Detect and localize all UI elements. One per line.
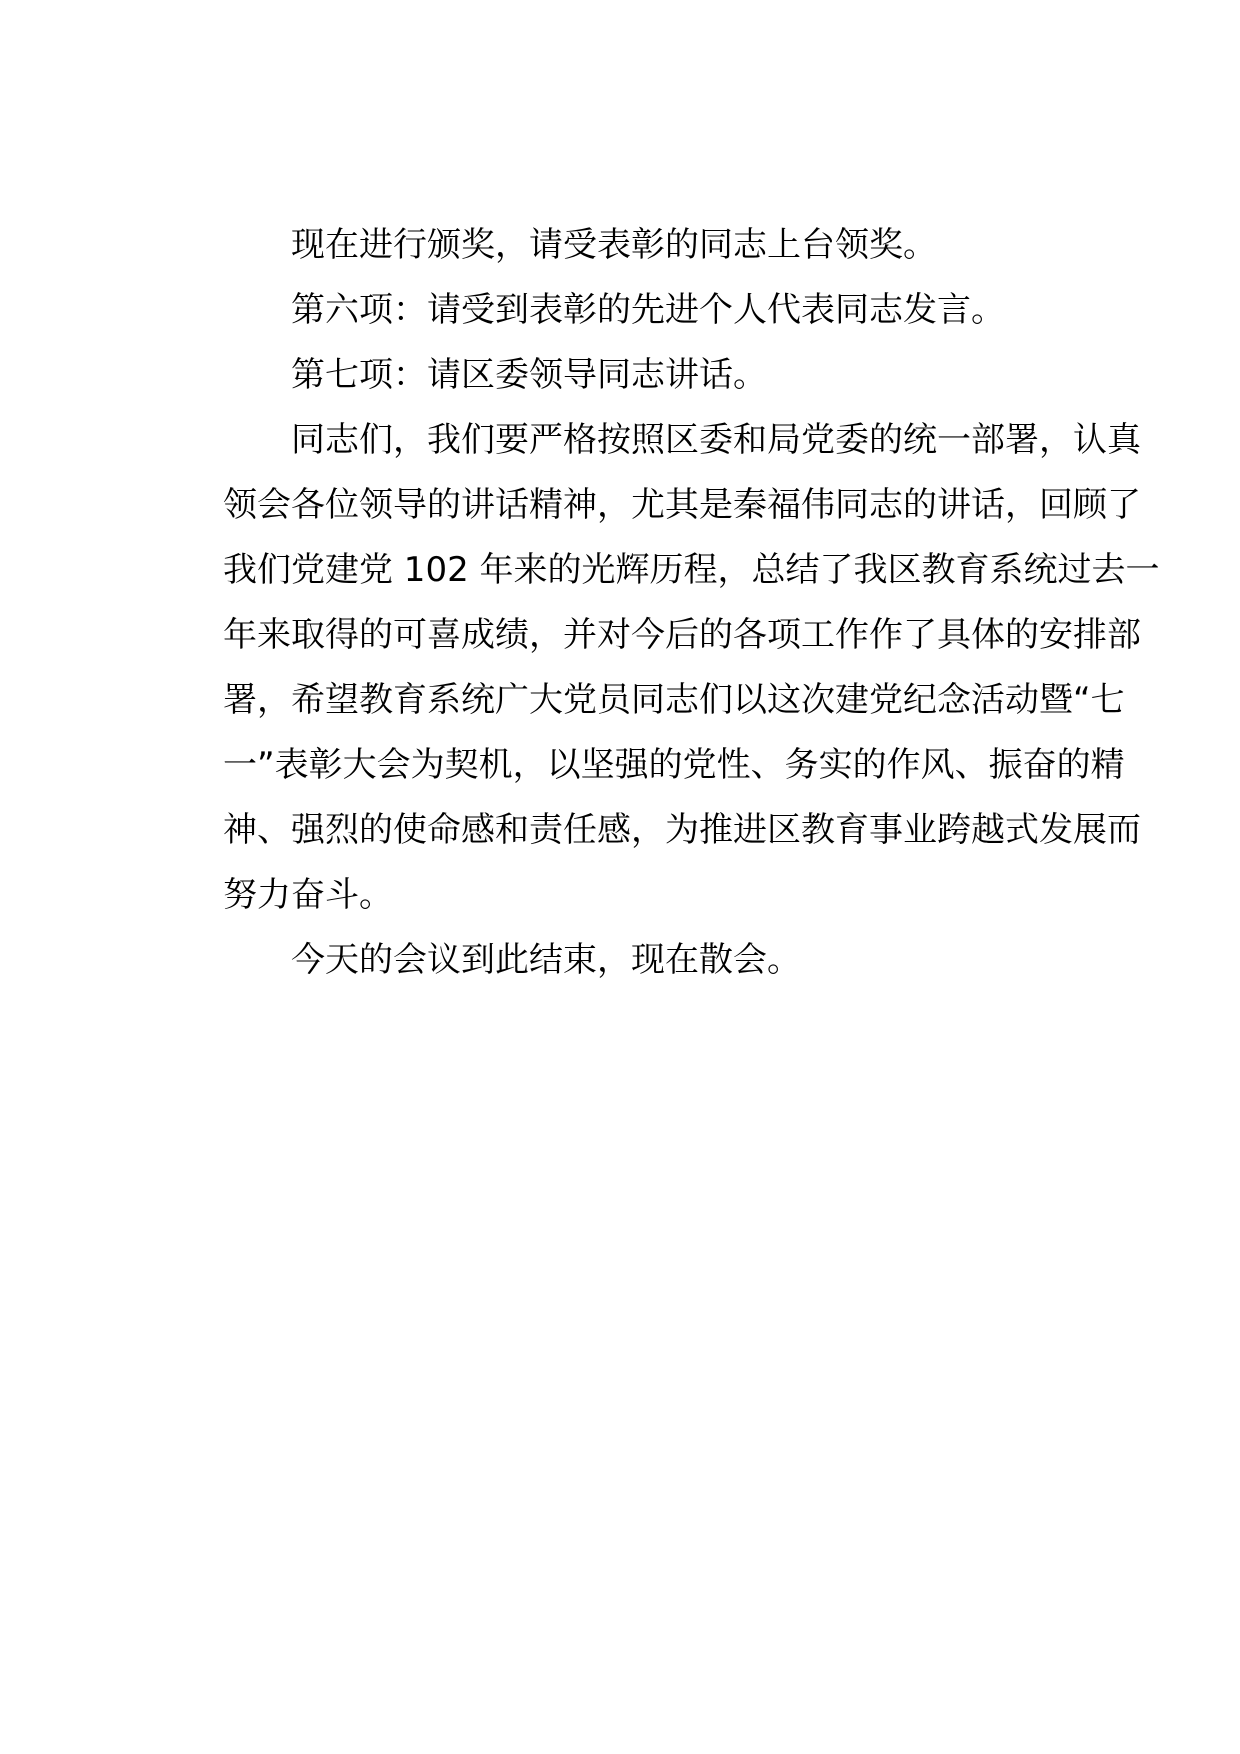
document-body <box>155 213 1160 993</box>
text-line: 我们党建党 102 年来的光辉历程，总结了我区教育系统过去一 <box>223 550 1160 590</box>
paragraph-item-seven <box>155 343 1090 408</box>
paragraph-summary <box>155 408 1160 928</box>
paragraph-award <box>155 213 1090 278</box>
text-line: 一”表彰大会为契机，以坚强的党性、务实的作风、振奋的精 <box>223 745 1125 785</box>
text-line: 今天的会议到此结束，现在散会。 <box>291 940 801 980</box>
text-line: 署，希望教育系统广大党员同志们以这次建党纪念活动暨“七 <box>223 680 1125 720</box>
text-line: 年来取得的可喜成绩，并对今后的各项工作作了具体的安排部 <box>223 615 1141 655</box>
text-line: 努力奋斗。 <box>223 875 393 915</box>
paragraph-item-six <box>155 278 1090 343</box>
text-line: 第七项：请区委领导同志讲话。 <box>291 355 767 395</box>
paragraph-closing <box>155 928 1090 993</box>
text-line: 现在进行颁奖，请受表彰的同志上台领奖。 <box>291 225 937 265</box>
text-line: 同志们，我们要严格按照区委和局党委的统一部署，认真 <box>291 420 1141 460</box>
text-line: 神、强烈的使命感和责任感，为推进区教育事业跨越式发展而 <box>223 810 1141 850</box>
text-line: 第六项：请受到表彰的先进个人代表同志发言。 <box>291 290 1005 330</box>
text-line: 领会各位领导的讲话精神，尤其是秦福伟同志的讲话，回顾了 <box>223 485 1141 525</box>
